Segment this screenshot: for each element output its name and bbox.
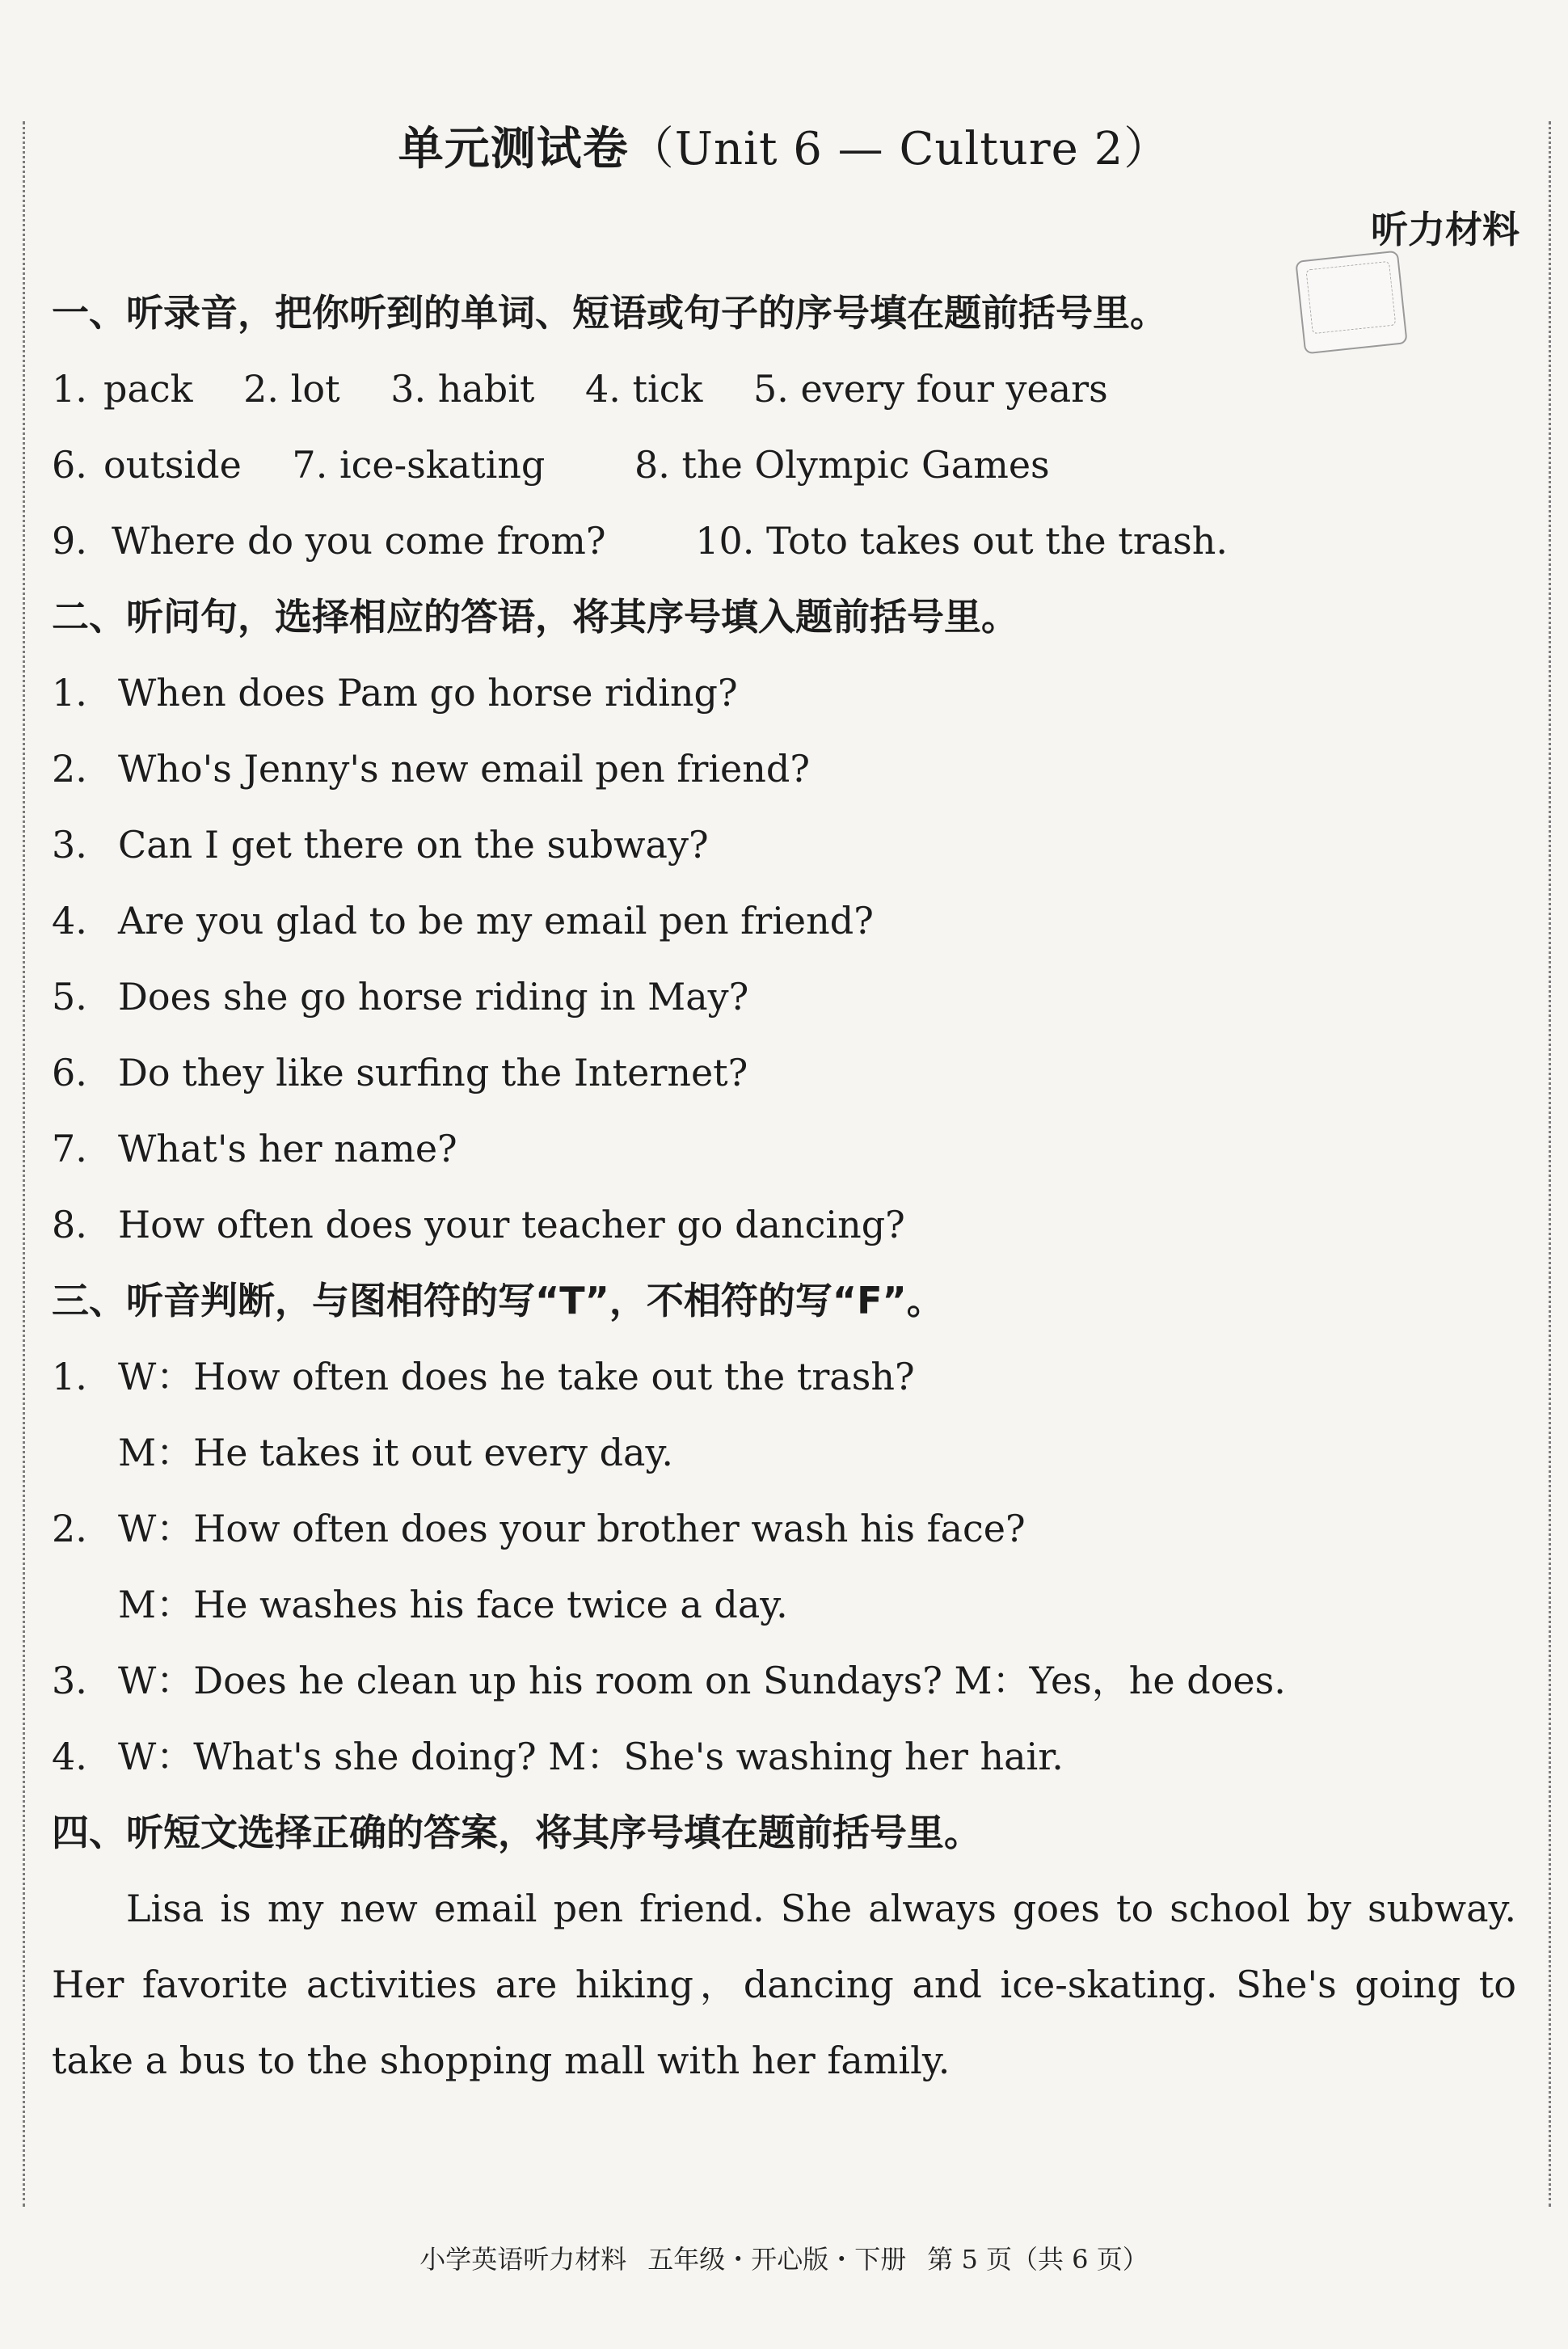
footer-page-number: 第 5 页（共 6 页） [927,2244,1149,2275]
question-line [52,1111,1516,1187]
dialogue-line [52,1339,1516,1415]
item-text: Can I get there on the subway? [118,823,709,867]
item-number: 2. [52,1507,87,1550]
item-number: 3. [52,1659,87,1702]
right-dotted-border [1549,121,1551,2207]
item-number: 2. [243,367,280,411]
item-text: lot [290,367,340,411]
item-text: outside [103,443,242,487]
item-number: 6. [52,443,87,487]
item-number: 1. [52,671,87,715]
item-text: W：Does he clean up his room on Sundays? M：Yes，he does. [118,1659,1286,1702]
item-number: 4. [52,899,87,943]
item-text: Toto takes out the trash. [765,519,1228,563]
item-text: What's her name? [118,1127,457,1170]
question-line [52,1035,1516,1111]
question-line [52,731,1516,807]
item-text: Where do you come from? [112,519,606,563]
item-text: ice-skating [339,443,546,487]
item-text: the Olympic Games [681,443,1050,487]
item-number: 10. [695,519,755,563]
item-text: M：He takes it out every day. [118,1431,673,1474]
footer-book: 小学英语听力材料 [419,2244,627,2275]
item-text: Do they like surfing the Internet? [118,1051,748,1094]
item-number: 4. [585,367,621,411]
item-number: 8. [634,443,670,487]
title-unit: （Unit 6 — Culture 2） [628,123,1170,175]
section-1-row [52,351,1516,427]
dialogue-line [52,1643,1516,1719]
item-text: When does Pam go horse riding? [118,671,738,715]
title-chinese: 单元测试卷 [398,123,629,175]
item-number: 5. [753,367,789,411]
listening-material-tag: 听力材料 [1371,208,1520,251]
item-text: W：How often does your brother wash his face? [118,1507,1026,1550]
item-text: habit [437,367,535,411]
item-number: 3. [390,367,427,411]
dialogue-reply [52,1567,1516,1643]
dialogue-reply [52,1415,1516,1491]
section-2-heading: 二、听问句，选择相应的答语，将其序号填入题前括号里。 [52,595,1018,639]
page-footer [0,2239,1568,2276]
item-text: Are you glad to be my email pen friend? [118,899,874,943]
item-number: 1. [52,367,87,411]
item-number: 5. [52,975,87,1018]
content [52,275,1516,2098]
question-line [52,883,1516,959]
item-text: every four years [800,367,1108,411]
item-number: 1. [52,1355,87,1398]
item-text: How often does your teacher go dancing? [118,1203,905,1246]
item-text: W：What's she doing? M：She's washing her hair. [118,1735,1064,1778]
item-text: Does she go horse riding in May? [118,975,749,1018]
section-1-row [52,503,1516,579]
item-text: tick [632,367,703,411]
item-number: 7. [52,1127,87,1170]
item-number: 2. [52,747,87,791]
question-line [52,959,1516,1035]
item-text: M：He washes his face twice a day. [118,1583,788,1626]
left-dotted-border [23,121,25,2207]
item-number: 6. [52,1051,87,1094]
question-line [52,807,1516,883]
item-text: W：How often does he take out the trash? [118,1355,915,1398]
item-number: 9. [52,519,87,563]
footer-grade: 五年级・开心版・下册 [647,2244,907,2275]
page-title [0,113,1568,178]
dialogue-line [52,1491,1516,1567]
item-number: 4. [52,1735,87,1778]
question-line [52,655,1516,731]
section-1-row [52,427,1516,503]
item-number: 8. [52,1203,87,1246]
item-number: 7. [292,443,328,487]
item-text: Who's Jenny's new email pen friend? [118,747,811,791]
item-text: pack [103,367,193,411]
item-number: 3. [52,823,87,867]
question-line [52,1187,1516,1263]
passage-paragraph: Lisa is my new email pen friend. She always goes to school by subway. Her favorite activities are hiking，dancing and ice-skating. She's going to take a bus to the shopping mall with her family. [52,1887,1516,2082]
section-3-heading: 三、听音判断，与图相符的写“T”，不相符的写“F”。 [52,1279,944,1322]
dialogue-line [52,1719,1516,1794]
section-4-heading: 四、听短文选择正确的答案，将其序号填在题前括号里。 [52,1811,981,1854]
section-1-heading: 一、听录音，把你听到的单词、短语或句子的序号填在题前括号里。 [52,291,1167,335]
